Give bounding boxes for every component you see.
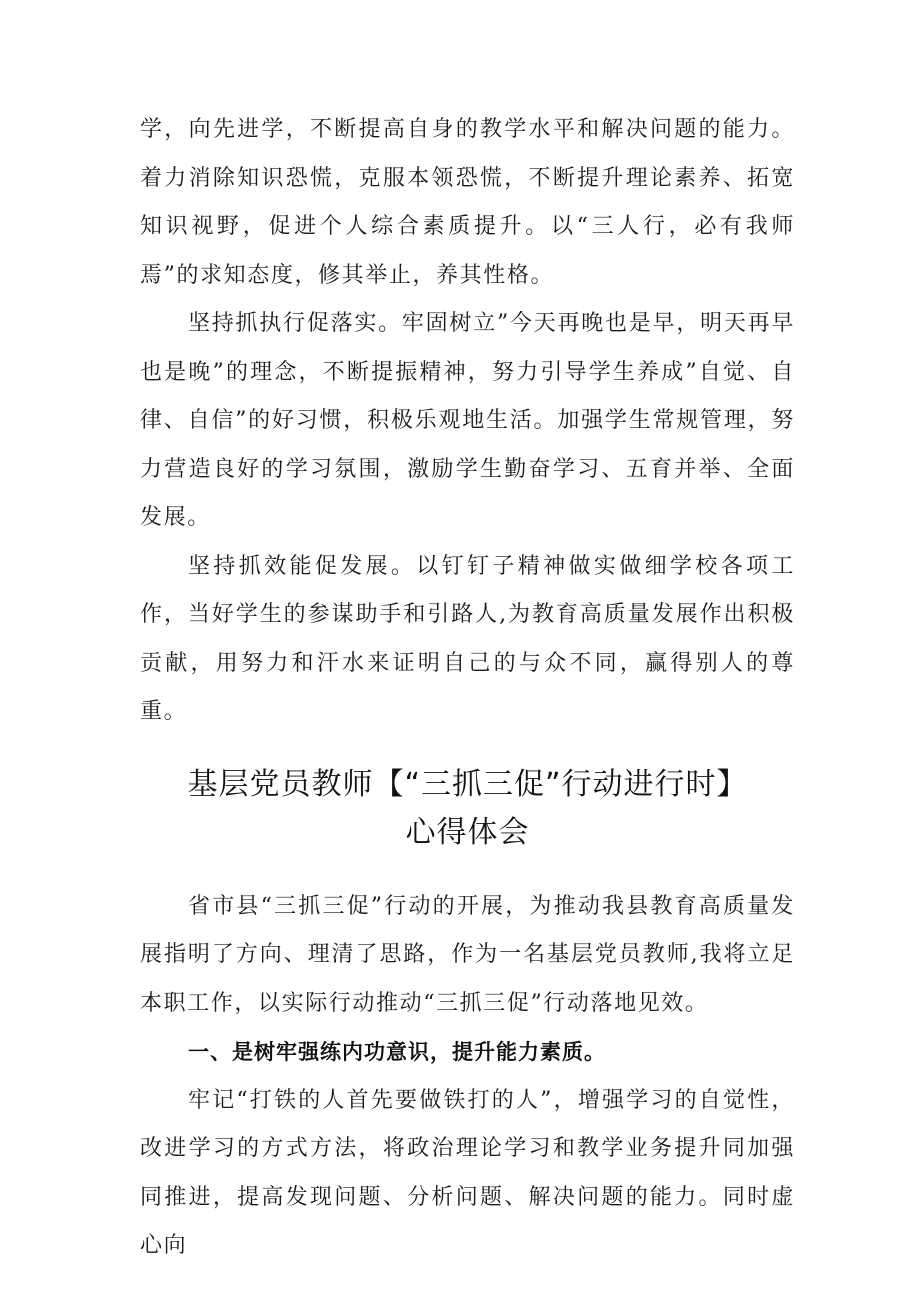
paragraph-execution: 坚持抓执行促落实。牢固树立”今天再晚也是早，明天再早也是晚”的理念，不断提振精神，努力引导学生养成”自觉、自律、自信”的好习惯，积极乐观地生活。加强学生常规管理，努力营造良好的学习氛围，激励学生勤奋学习、五育并举、全面发展。 <box>140 311 795 530</box>
paragraph-efficiency: 坚持抓效能促发展。以钉钉子精神做实做细学校各项工作，当好学生的参谋助手和引路人,为教育高质量发展作出积极贡献，用努力和汗水来证明自己的与众不同，赢得别人的尊重。 <box>140 553 795 724</box>
article-title <box>140 761 795 857</box>
article-title-line-1: 基层党员教师【“三抓三促”行动进行时】 <box>187 766 748 802</box>
article-title-line-2: 心得体会 <box>405 814 530 850</box>
paragraph-intro: 省市县“三抓三促”行动的开展，为推动我县教育高质量发展指明了方向、理清了思路，作为一名基层党员教师,我将立足本职工作，以实际行动推动“三抓三促”行动落地见效。 <box>140 893 795 1016</box>
paragraph-body: 牢记“打铁的人首先要做铁打的人”，增强学习的自觉性，改进学习的方式方法，将政治理论学习和教学业务提升同加强同推进，提高发现问题、分析问题、解决问题的能力。同时虚心向 <box>140 1087 795 1258</box>
document-page <box>140 106 795 1271</box>
paragraph-continuation: 学，向先进学，不断提高自身的教学水平和解决问题的能力。着力消除知识恐慌，克服本领恐慌，不断提升理论素养、拓宽知识视野，促进个人综合素质提升。以“三人行，必有我师焉”的求知态度，修其举止，养其性格。 <box>140 117 795 288</box>
section-subheading: 一、是树牢强练内功意识，提升能力素质。 <box>188 1040 606 1064</box>
